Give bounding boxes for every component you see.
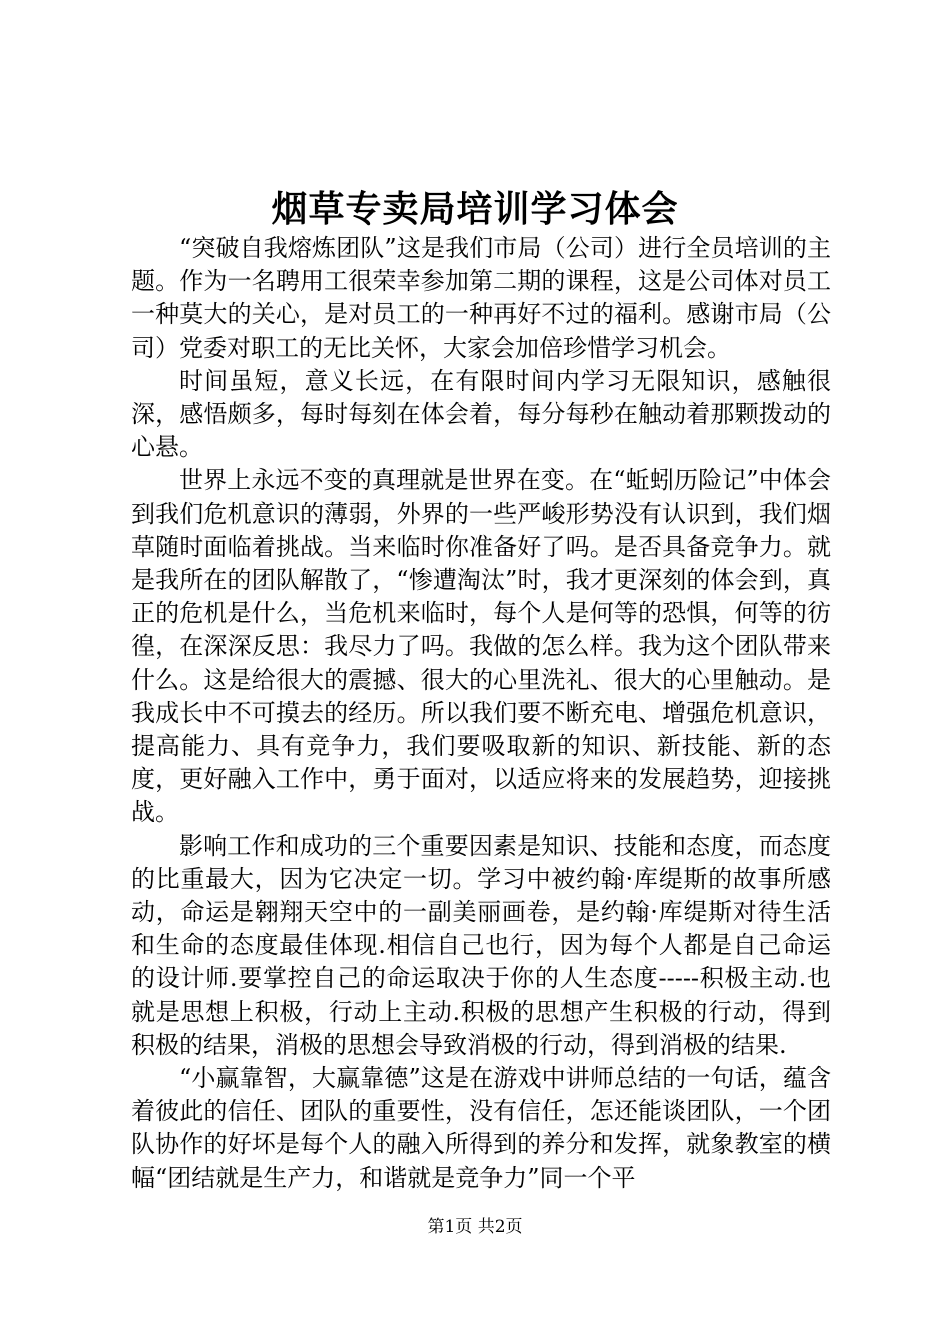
- paragraph: 世界上永远不变的真理就是世界在变。在“蚯蚓历险记”中体会到我们危机意识的薄弱，外界的一些严峻形势没有认识到，我们烟草随时面临着挑战。当来临时你准备好了吗。是否具备竞争力。就是我所在的团队解散了，“惨遭淘汰”时，我才更深刻的体会到，真正的危机是什么，当危机来临时，每个人是何等的恐惧，何等的彷徨，在深深反思：我尽力了吗。我做的怎么样。我为这个团队带来什么。这是给很大的震撼、很大的心里洗礼、很大的心里触动。是我成长中不可摸去的经历。所以我们要不断充电、增强危机意识，提高能力、具有竞争力，我们要吸取新的知识、新技能、新的态度，更好融入工作中，勇于面对，以适应将来的发展趋势，迎接挑战。: [131, 466, 831, 827]
- paragraph: “小赢靠智，大赢靠德”这是在游戏中讲师总结的一句话，蕴含着彼此的信任、团队的重要性，没有信任，怎还能谈团队，一个团队协作的好坏是每个人的融入所得到的养分和发挥，就象教室的横幅“团结就是生产力，和谐就是竞争力”同一个平: [131, 1064, 831, 1192]
- paragraph: 时间虽短，意义长远，在有限时间内学习无限知识，感触很深，感悟颇多，每时每刻在体会着，每分每秒在触动着那颗拨动的心悬。: [131, 366, 831, 462]
- page-number-footer: 第1页 共2页: [427, 1217, 523, 1237]
- paragraph: “突破自我熔炼团队”这是我们市局（公司）进行全员培训的主题。作为一名聘用工很荣幸参加第二期的课程，这是公司体对员工一种莫大的关心，是对员工的一种再好不过的福利。感谢市局（公司）党委对职工的无比关怀，大家会加倍珍惜学习机会。: [131, 234, 831, 362]
- paragraph: 影响工作和成功的三个重要因素是知识、技能和态度，而态度的比重最大，因为它决定一切。学习中被约翰·库缇斯的故事所感动，命运是翱翔天空中的一副美丽画卷，是约翰·库缇斯对待生活和生命的态度最佳体现.相信自己也行，因为每个人都是自己命运的设计师.要掌控自己的命运取决于你的人生态度-----积极主动.也就是思想上积极，行动上主动.积极的思想产生积极的行动，得到积极的结果，消极的思想会导致消极的行动，得到消极的结果.: [131, 831, 831, 1059]
- document-title: 烟草专卖局培训学习体会: [271, 188, 679, 230]
- document-body: [131, 232, 831, 1195]
